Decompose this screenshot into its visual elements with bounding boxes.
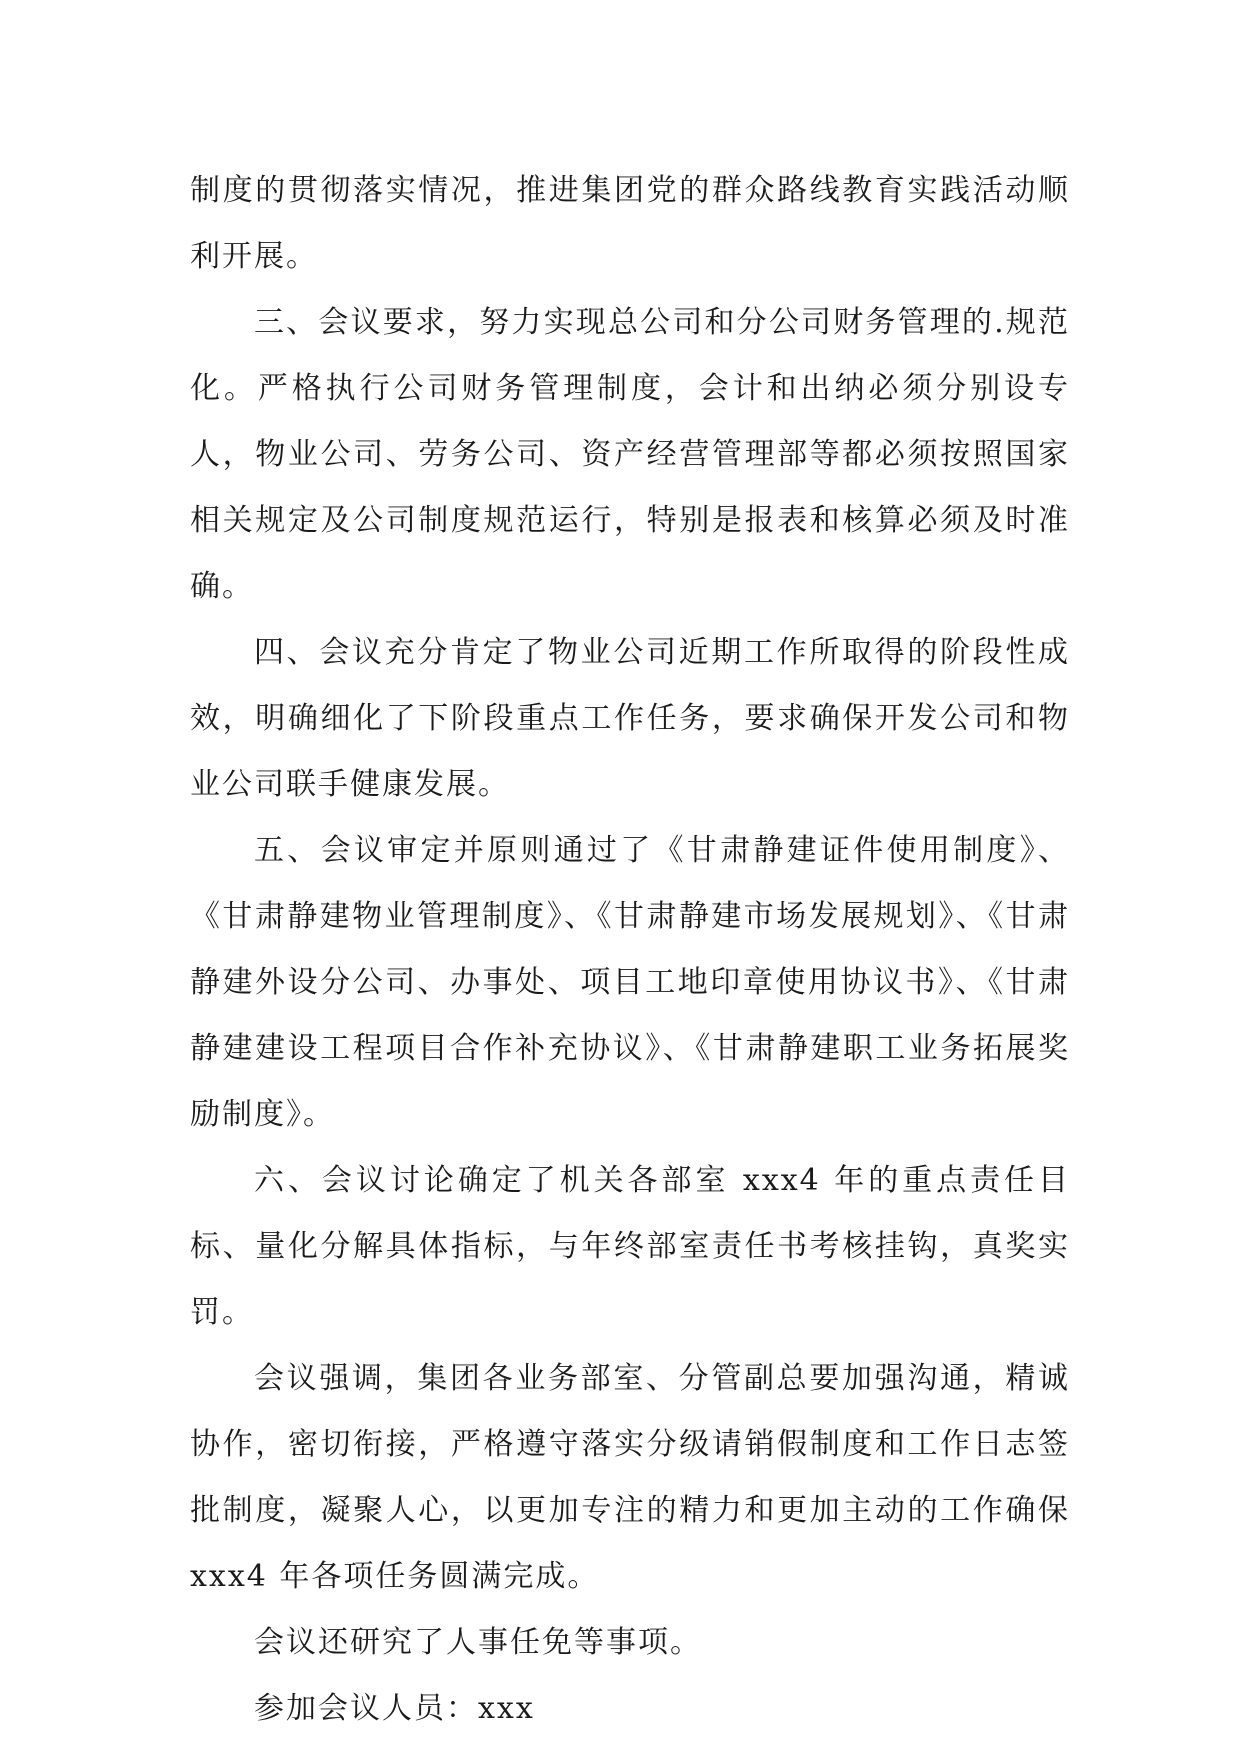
- paragraph-item-3: 三、会议要求，努力实现总公司和分公司财务管理的.规范化。严格执行公司财务管理制度，会计和出纳必须分别设专人，物业公司、劳务公司、资产经营管理部等都必须按照国家相关规定及公司制度规范运行，特别是报表和核算必须及时准确。: [190, 305, 1070, 604]
- paragraph-continuation: 制度的贯彻落实情况，推进集团党的群众路线教育实践活动顺利开展。: [190, 173, 1070, 274]
- paragraph-item-4: 四、会议充分肯定了物业公司近期工作所取得的阶段性成效，明确细化了下阶段重点工作任务，要求确保开发公司和物业公司联手健康发展。: [190, 635, 1070, 802]
- paragraph-item-5: 五、会议审定并原则通过了《甘肃静建证件使用制度》、《甘肃静建物业管理制度》、《甘肃静建市场发展规划》、《甘肃静建外设分公司、办事处、项目工地印章使用协议书》、《甘肃静建建设工程项目合作补充协议》、《甘肃静建职工业务拓展奖励制度》。: [190, 833, 1070, 1132]
- document-body: [190, 158, 1070, 1742]
- paragraph-attendees: 参加会议人员：xxx: [254, 1691, 535, 1726]
- paragraph-emphasis: 会议强调，集团各业务部室、分管副总要加强沟通，精诚协作，密切衔接，严格遵守落实分级请销假制度和工作日志签批制度，凝聚人心，以更加专注的精力和更加主动的工作确保 xxx4 年各项任务圆满完成。: [190, 1361, 1070, 1594]
- paragraph-item-6: 六、会议讨论确定了机关各部室 xxx4 年的重点责任目标、量化分解具体指标，与年终部室责任书考核挂钩，真奖实罚。: [190, 1163, 1070, 1330]
- paragraph-personnel: 会议还研究了人事任免等事项。: [254, 1625, 702, 1660]
